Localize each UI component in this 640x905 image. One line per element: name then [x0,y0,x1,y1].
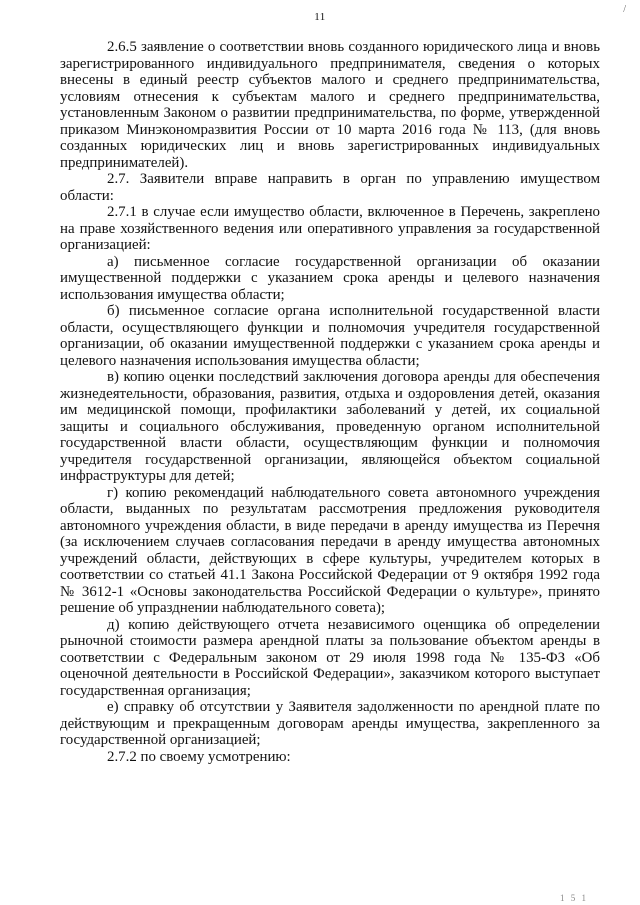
corner-mark: / [623,4,626,15]
paragraph-2-7-2: 2.7.2 по своему усмотрению: [107,748,291,765]
bottom-mark: 1 5 1 [560,893,588,903]
paragraph-2-7: 2.7. Заявители вправе направить в орган по управлению имуществом области: [60,171,600,204]
document-body [60,39,600,765]
page-number: 11 [314,11,326,23]
paragraph-2-6-5: 2.6.5 заявление о соответствии вновь созданного юридического лица и вновь зарегистрированного индивидуального предпринимателя, сведения о которых внесены в единый реестр субъектов малого и среднего предпринимательства, условиям отнесения к субъектам малого и среднего предпринимательства, установленным Законом о развитии предпринимательства, по форме, утвержденной приказом Минэкономразвития России от 10 марта 2016 года № 113, (для вновь созданных юридических лиц и вновь зарегистрированных индивидуальных предпринимателей). [60,39,600,171]
paragraph-item-e: е) справку об отсутствии у Заявителя задолженности по арендной плате по действующим и прекращенным договорам аренды имущества, закрепленного за государственной организацией; [60,699,600,748]
paragraph-item-v: в) копию оценки последствий заключения договора аренды для обеспечения жизнедеятельности, образования, развития, отдыха и оздоровления детей, оказания им медицинской помощи, профилактики заболеваний у детей, их социальной защиты и социального обслуживания, проведенную органом исполнительной государственной власти области, осуществляющим функции и полномочия учредителя государственной организации, являющейся объектом социальной инфраструктуры для детей; [60,369,600,484]
paragraph-2-7-1: 2.7.1 в случае если имущество области, включенное в Перечень, закреплено на праве хозяйственного ведения или оперативного управления за государственной организацией: [60,204,600,253]
paragraph-item-a: а) письменное согласие государственной организации об оказании имущественной поддержки с указанием срока аренды и целевого назначения использования имущества области; [60,253,600,303]
paragraph-item-b: б) письменное согласие органа исполнительной государственной власти области, осуществляющего функции и полномочия учредителя государственной организации, об оказании имущественной поддержки с указанием срока аренды и целевого назначения использования имущества области; [60,303,600,369]
paragraph-item-g: г) копию рекомендаций наблюдательного совета автономного учреждения области, выданных по результатам рассмотрения предложения руководителя автономного учреждения области, в виде передачи в аренду имущества из Перечня (за исключением случаев согласования передачи в аренду имущества автономных учреждений области, действующих в сфере культуры, учредителем которых в соответствии со статьей 41.1 Закона Российской Федерации от 9 октября 1992 года № 3612-1 «Основы законодательства Российской Федерации о культуре», принято решение об упразднении наблюдательного совета); [60,484,600,616]
paragraph-item-d: д) копию действующего отчета независимого оценщика об определении рыночной стоимости размера арендной платы за пользование объектом аренды в соответствии с Федеральным законом от 29 июля 1998 года № 135-ФЗ «Об оценочной деятельности в Российской Федерации», заказчиком которого выступает государственная организация; [60,616,600,699]
